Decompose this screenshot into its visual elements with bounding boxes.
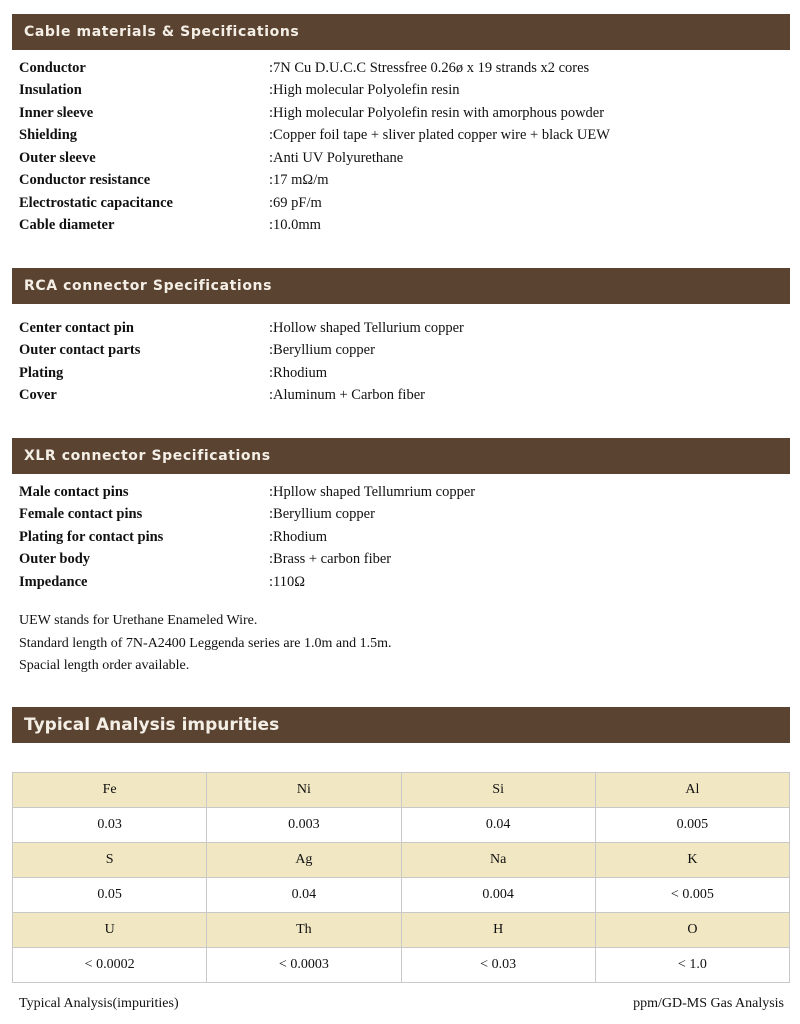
spec-value: :Hpllow shaped Tellumrium copper <box>269 483 476 500</box>
spec-label: Outer body <box>19 551 91 568</box>
spec-value: :High molecular Polyolefin resin <box>269 82 460 99</box>
note-line: Spacial length order available. <box>19 658 190 673</box>
element-row <box>13 913 790 948</box>
spec-row <box>19 147 779 170</box>
spec-label: Shielding <box>19 127 78 144</box>
spec-label: Center contact pin <box>19 319 134 336</box>
value-cell: 0.05 <box>13 878 207 913</box>
note-line: UEW stands for Urethane Enameled Wire. <box>19 613 258 628</box>
spec-row <box>19 80 779 103</box>
spec-label: Electrostatic capacitance <box>19 194 173 211</box>
value-cell: < 0.0002 <box>13 948 207 983</box>
spec-row <box>19 362 779 385</box>
spec-label: Cable diameter <box>19 217 115 234</box>
value-cell: 0.004 <box>401 878 595 913</box>
value-row <box>13 878 790 913</box>
xlr-section-header <box>12 438 790 474</box>
element-cell: U <box>13 913 207 948</box>
value-cell: 0.04 <box>401 808 595 843</box>
xlr-spec-list <box>19 481 779 594</box>
value-cell: < 0.0003 <box>207 948 401 983</box>
spec-label: Outer contact parts <box>19 342 141 359</box>
spec-value: :110Ω <box>269 573 306 590</box>
value-cell: < 1.0 <box>595 948 789 983</box>
impurities-footer-method: ppm/GD-MS Gas Analysis <box>633 996 784 1011</box>
rca-section-title: RCA connector Specifications <box>24 278 273 294</box>
element-cell: Ni <box>207 773 401 808</box>
spec-label: Conductor <box>19 59 86 76</box>
spec-label: Plating for contact pins <box>19 528 164 545</box>
spec-value: :Anti UV Polyurethane <box>269 149 404 166</box>
spec-value: :Brass + carbon fiber <box>269 551 392 568</box>
impurities-table <box>12 772 790 983</box>
spec-label: Conductor resistance <box>19 172 151 189</box>
spec-row <box>19 215 779 238</box>
spec-value: :Rhodium <box>269 364 328 381</box>
spec-value: :Rhodium <box>269 528 328 545</box>
element-row <box>13 843 790 878</box>
spec-label: Female contact pins <box>19 506 143 523</box>
spec-row <box>19 125 779 148</box>
element-row <box>13 773 790 808</box>
spec-row <box>19 192 779 215</box>
notes <box>19 610 391 678</box>
spec-row <box>19 481 779 504</box>
element-cell: Si <box>401 773 595 808</box>
element-cell: Th <box>207 913 401 948</box>
spec-row <box>19 571 779 594</box>
spec-value: :Hollow shaped Tellurium copper <box>269 319 464 336</box>
cable-section-header <box>12 14 790 50</box>
spec-label: Insulation <box>19 82 82 99</box>
value-cell: < 0.03 <box>401 948 595 983</box>
spec-row <box>19 504 779 527</box>
value-row <box>13 808 790 843</box>
element-cell: Ag <box>207 843 401 878</box>
spec-row <box>19 102 779 125</box>
spec-value: :69 pF/m <box>269 194 322 211</box>
spec-value: :Beryllium copper <box>269 506 375 523</box>
xlr-section-title: XLR connector Specifications <box>24 448 271 464</box>
spec-label: Cover <box>19 387 57 404</box>
value-cell: 0.04 <box>207 878 401 913</box>
spec-value: :Aluminum + Carbon fiber <box>269 387 425 404</box>
spec-label: Outer sleeve <box>19 149 96 166</box>
spec-row <box>19 340 779 363</box>
spec-row <box>19 170 779 193</box>
impurities-footer-caption: Typical Analysis(impurities) <box>19 996 179 1011</box>
spec-label: Inner sleeve <box>19 104 94 121</box>
spec-row <box>19 57 779 80</box>
spec-row <box>19 549 779 572</box>
spec-label: Impedance <box>19 573 88 590</box>
element-cell: Al <box>595 773 789 808</box>
value-cell: < 0.005 <box>595 878 789 913</box>
spec-label: Plating <box>19 364 64 381</box>
rca-section-header <box>12 268 790 304</box>
cable-spec-list <box>19 57 779 237</box>
spec-value: :Copper foil tape + sliver plated copper wire + black UEW <box>269 127 610 144</box>
value-row <box>13 948 790 983</box>
element-cell: K <box>595 843 789 878</box>
spec-row <box>19 385 779 408</box>
spec-label: Male contact pins <box>19 483 129 500</box>
spec-row <box>19 526 779 549</box>
spec-value: :10.0mm <box>269 217 321 234</box>
rca-spec-list <box>19 317 779 407</box>
spec-value: :Beryllium copper <box>269 342 375 359</box>
note-line: Standard length of 7N-A2400 Leggenda series are 1.0m and 1.5m. <box>19 635 392 651</box>
element-cell: S <box>13 843 207 878</box>
value-cell: 0.003 <box>207 808 401 843</box>
value-cell: 0.03 <box>13 808 207 843</box>
element-cell: O <box>595 913 789 948</box>
spec-value: :17 mΩ/m <box>269 172 329 189</box>
element-cell: Na <box>401 843 595 878</box>
spec-value: :High molecular Polyolefin resin with amorphous powder <box>269 104 605 121</box>
element-cell: Fe <box>13 773 207 808</box>
spec-value: :7N Cu D.U.C.C Stressfree 0.26ø x 19 strands x2 cores <box>269 59 590 76</box>
value-cell: 0.005 <box>595 808 789 843</box>
spec-row <box>19 317 779 340</box>
impurities-section-header <box>12 707 790 743</box>
impurities-section-title: Typical Analysis impurities <box>24 715 280 735</box>
element-cell: H <box>401 913 595 948</box>
cable-section-title: Cable materials & Specifications <box>24 24 300 40</box>
